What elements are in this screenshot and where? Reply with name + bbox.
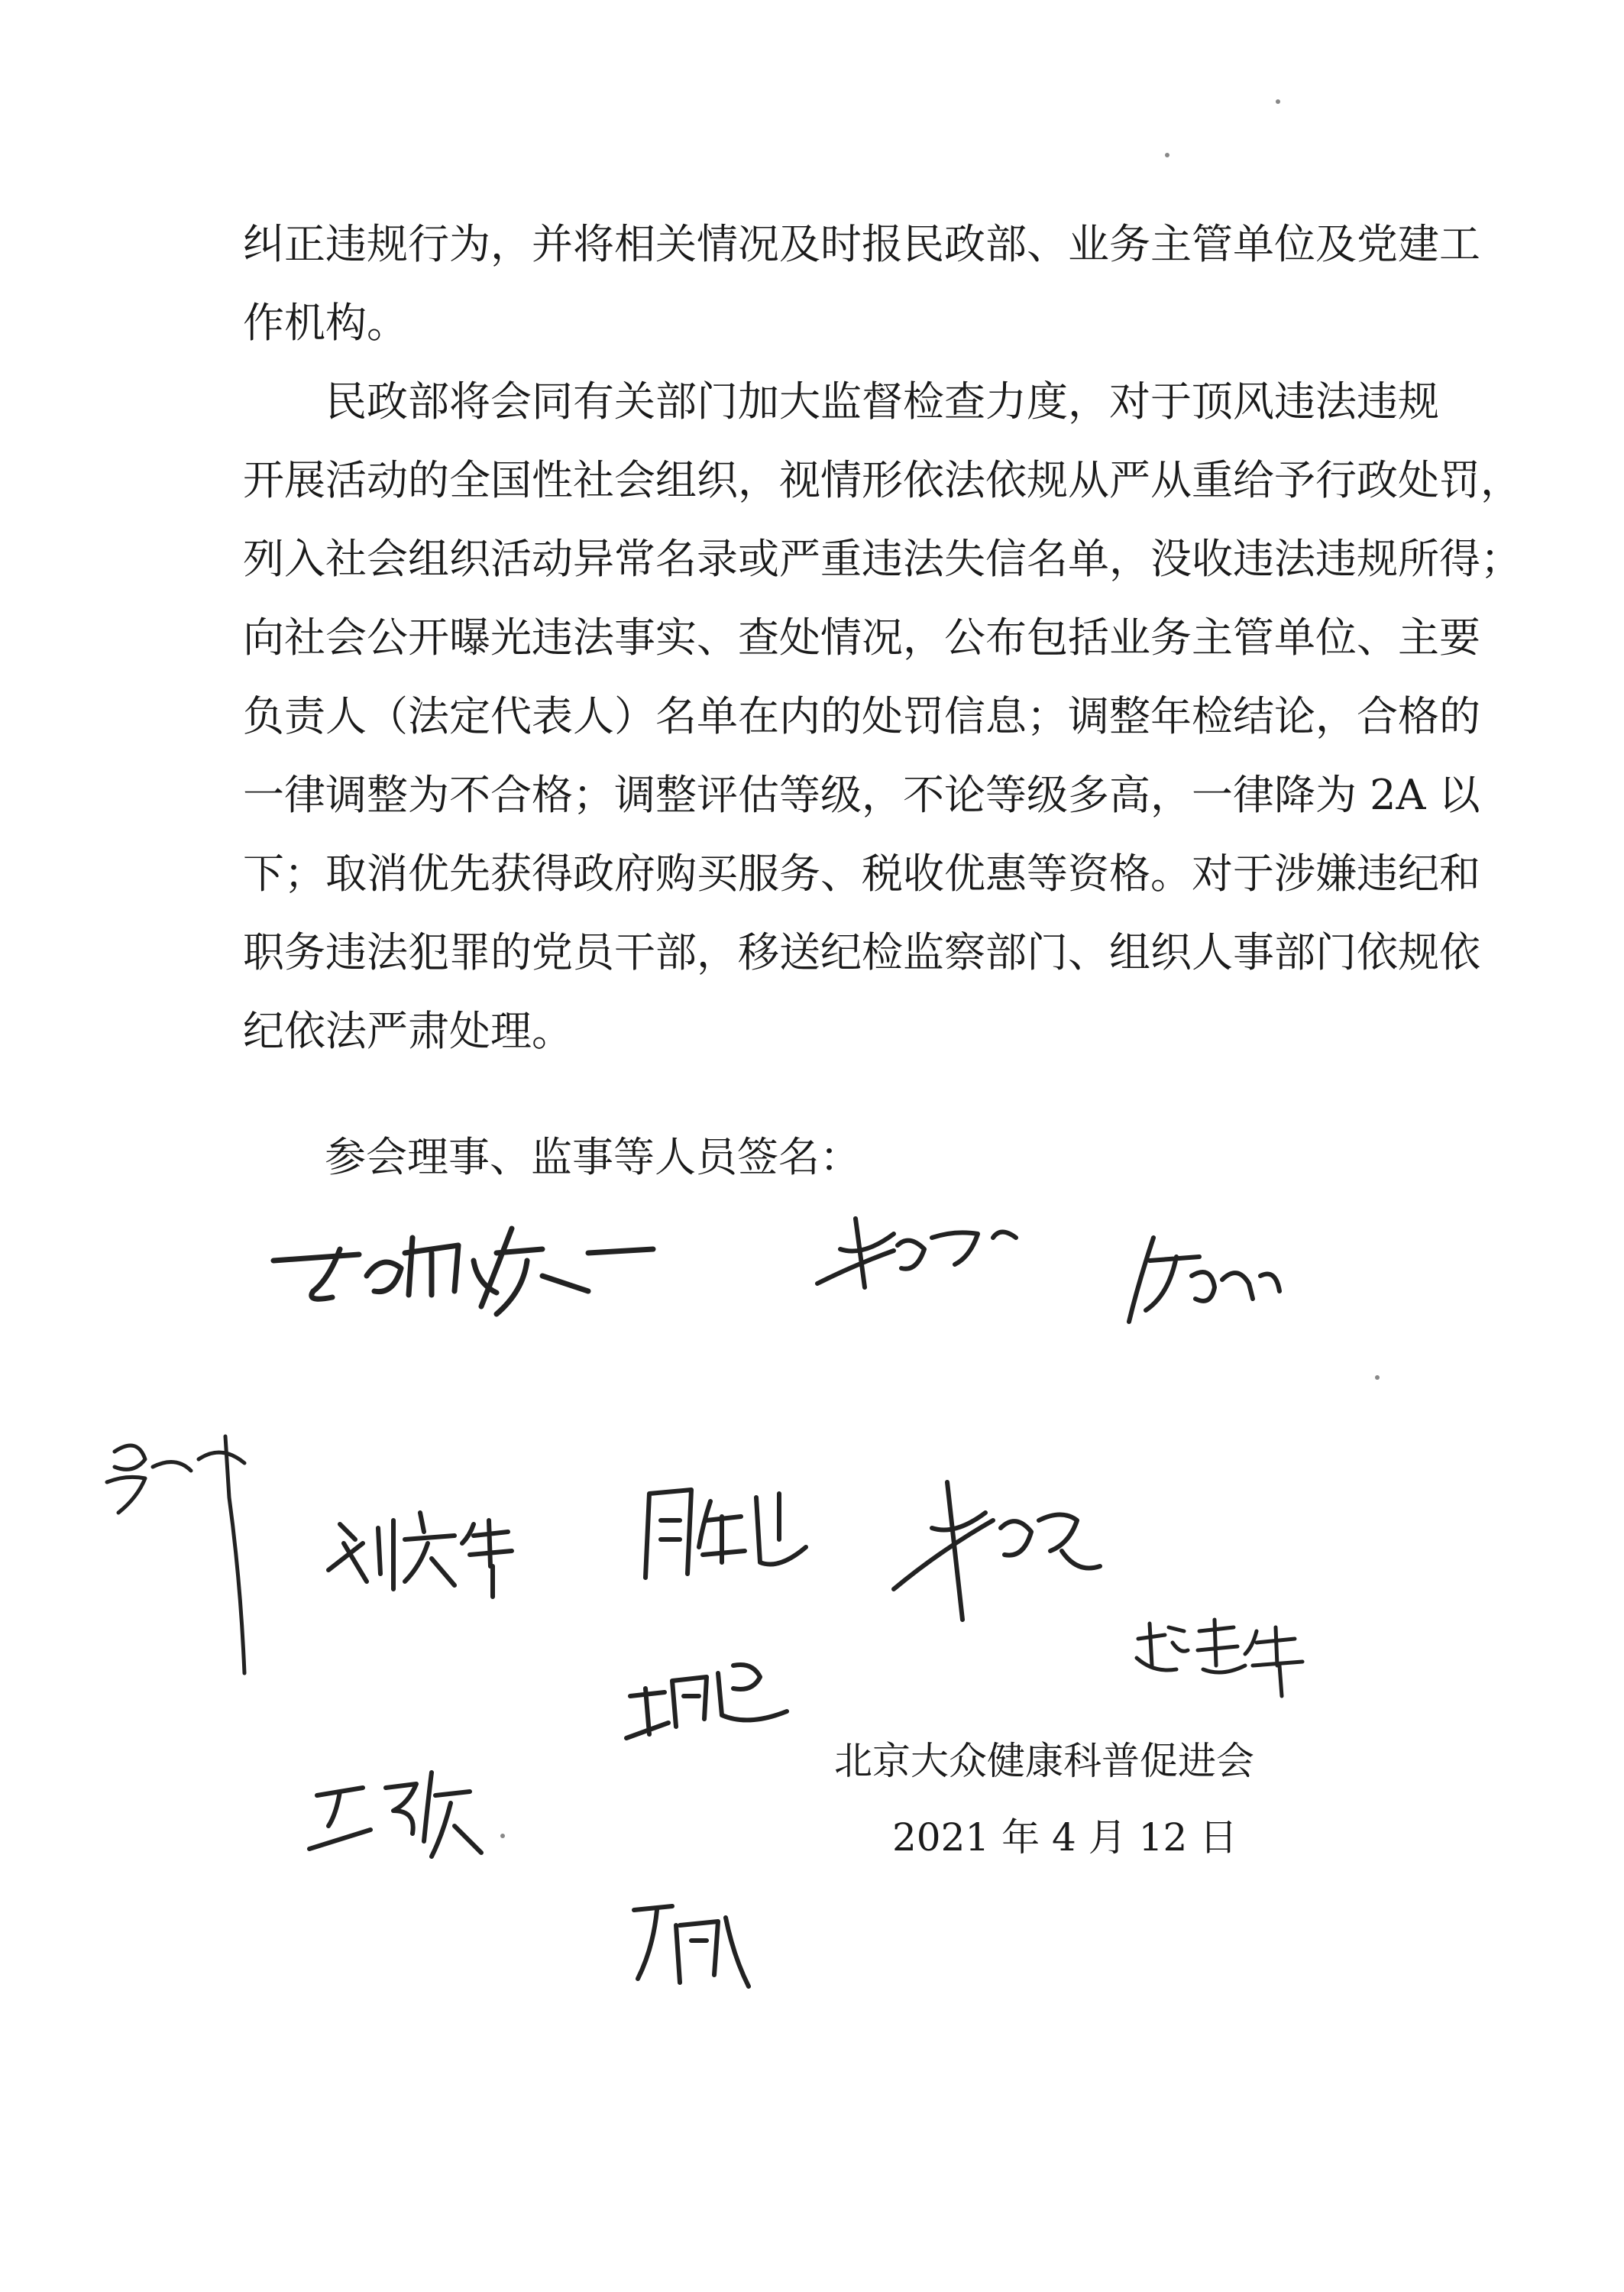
signature-7 xyxy=(302,1757,516,1872)
signature-5 xyxy=(886,1467,1108,1627)
text-line: 负责人（法定代表人）名单在内的处罚信息；调整年检结论，合格的 xyxy=(243,692,1480,740)
document-body xyxy=(243,205,1522,1070)
text-line: 民政部将会同有关部门加大监督检查力度，对于顶风违法违规 xyxy=(325,377,1439,426)
scan-speck xyxy=(1165,153,1169,157)
sign-date: 2021 年 4 月 12 日 xyxy=(892,1815,1238,1860)
text-line: 作机构。 xyxy=(243,299,408,347)
signature-8 xyxy=(619,1887,756,2002)
signature-heading: 参会理事、监事等人员签名： xyxy=(325,1133,861,1181)
scan-speck xyxy=(1375,1375,1380,1380)
text-line: 纠正违规行为，并将相关情况及时报民政部、业务主管单位及党建工 xyxy=(243,220,1480,268)
scan-speck xyxy=(1276,99,1280,104)
text-line: 纪依法严肃处理。 xyxy=(243,1007,573,1055)
text-line: 向社会公开曝光违法事实、查处情况，公布包括业务主管单位、主要 xyxy=(243,613,1480,662)
signature-1 xyxy=(267,1207,665,1322)
text-line: 列入社会组织活动异常名录或严重违法失信名单，没收违法违规所得； xyxy=(243,535,1522,583)
signature-2 xyxy=(810,1203,1054,1303)
text-line: 一律调整为不合格；调整评估等级，不论等级多高，一律降为 2A 以 xyxy=(243,771,1480,819)
signature-3 xyxy=(1123,1222,1291,1329)
signature-6 xyxy=(619,1643,794,1765)
text-line: 开展活动的全国性社会组织，视情形依法依规从严从重给予行政处罚， xyxy=(243,456,1522,504)
scan-speck xyxy=(500,1834,505,1838)
signature-4 xyxy=(92,1429,275,1681)
signature-liu xyxy=(321,1497,519,1604)
signature-zhao xyxy=(1131,1612,1314,1704)
text-line: 下；取消优先获得政府购买服务、税收优惠等资格。对于涉嫌违纪和 xyxy=(243,850,1480,898)
text-line: 职务违法犯罪的党员干部，移送纪检监察部门、组织人事部门依规依 xyxy=(243,928,1480,976)
signature-zhou xyxy=(626,1478,817,1593)
organization-name: 北京大众健康科普促进会 xyxy=(834,1739,1254,1783)
